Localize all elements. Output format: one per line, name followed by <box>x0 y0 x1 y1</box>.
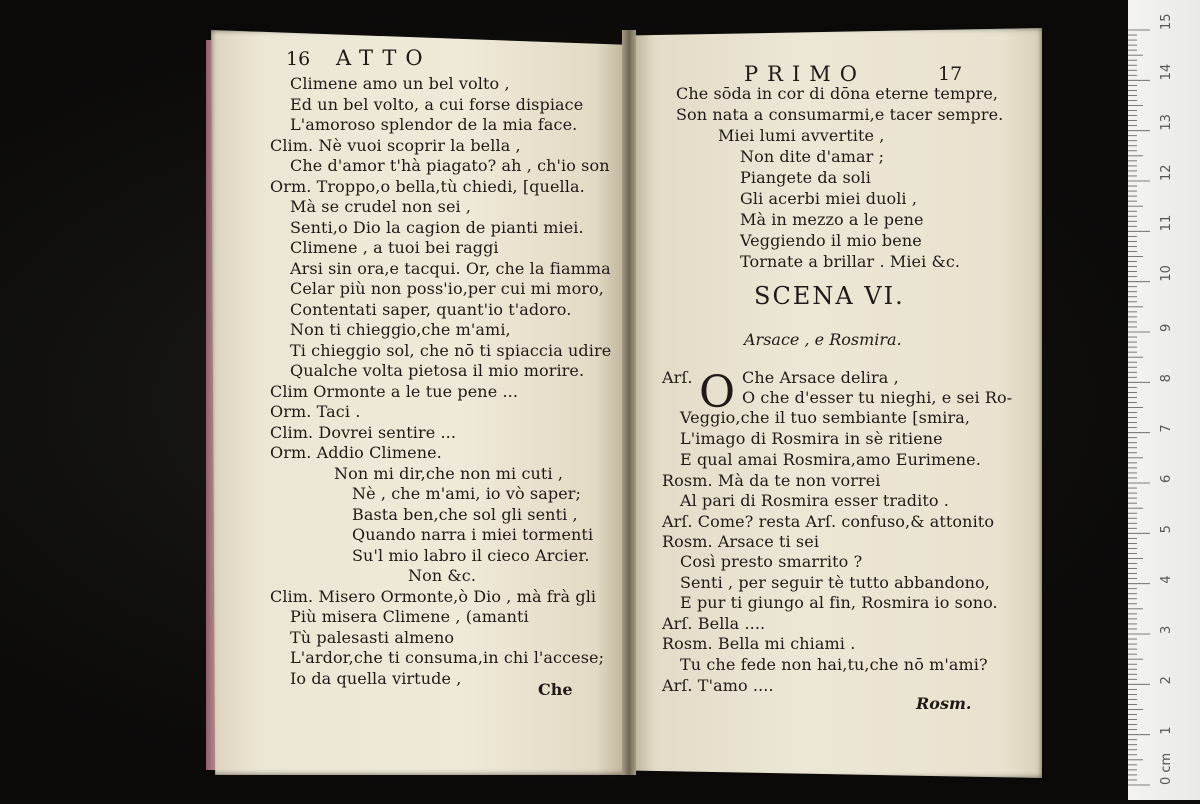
left-running-head: ATTO <box>336 46 432 70</box>
text-line: Che sōda in cor di dōna eterne tempre, <box>676 84 999 103</box>
text-line: Che d'amor t'hà piagato? ah , ch'io son <box>290 156 610 175</box>
measurement-ruler <box>1128 0 1200 800</box>
right-page-number: 17 <box>938 63 963 85</box>
ruler-label: 10 <box>1159 265 1174 282</box>
text-line: Clim Ormonte a le tue pene ... <box>270 381 519 401</box>
text-line: L'imago di Rosmira in sè ritiene <box>680 429 943 448</box>
text-line: Clim. Nè vuoi scoprir la bella , <box>270 135 521 155</box>
book-gutter <box>622 30 636 775</box>
text-line: Arſ. T'amo .... <box>662 676 774 695</box>
text-line: Basta ben,che sol gli senti , <box>352 504 578 524</box>
text-line: Orm. Addio Climene. <box>270 443 442 462</box>
ruler-label: 0 cm <box>1159 752 1174 785</box>
ruler-label: 8 <box>1159 374 1174 383</box>
text-line: Miei lumi avvertite , <box>718 126 885 145</box>
text-line: Clim. Misero Ormonte,ò Dio , mà frà gli <box>270 586 597 606</box>
ruler-label: 15 <box>1159 13 1174 30</box>
text-line: Arſ. <box>662 368 693 387</box>
text-line: L'ardor,che ti consuma,in chi l'accese; <box>290 648 605 667</box>
ruler-label: 13 <box>1159 114 1174 131</box>
text-line: Climene , a tuoi bei raggi <box>290 238 499 257</box>
text-line: Arsi sin ora,e tacqui. Or, che la fiamma <box>290 258 611 278</box>
text-line: E qual amai Rosmira,amo Eurimene. <box>680 450 981 469</box>
text-line: Tu che fede non hai,tu,che nō m'ami? <box>680 655 988 674</box>
text-line: Tù palesasti almeno <box>290 627 455 647</box>
text-line: Tornate a brillar . Miei &c. <box>740 252 961 271</box>
text-line: Io da quella virtude , <box>290 668 462 688</box>
text-line: Al pari di Rosmira esser tradito . <box>680 491 949 510</box>
ruler-label: 7 <box>1159 424 1174 433</box>
ruler-label: 6 <box>1159 474 1174 483</box>
text-line: Rosm. Arsace ti sei <box>662 532 820 551</box>
ruler-label: 5 <box>1159 525 1174 534</box>
text-line: Orm. Troppo,o bella,tù chiedi, [quella. <box>270 176 585 196</box>
text-line: Qualche volta pietosa il mio morire. <box>290 361 585 380</box>
text-line: Ed un bel volto, a cui forse dispiace <box>290 94 584 114</box>
text-line: Contentati saper, quant'io t'adoro. <box>290 299 572 319</box>
text-line: Che Arsace delira , <box>742 368 899 387</box>
text-line: Celar più non poss'io,per cui mi moro, <box>290 279 604 298</box>
text-line: Arſ. Bella .... <box>662 614 766 633</box>
ruler-label: 12 <box>1159 164 1174 181</box>
text-line: Climene amo un bel volto , <box>290 74 510 93</box>
text-line: Veggiendo il mio bene <box>740 231 922 250</box>
text-line: Son nata a consumarmi,e tacer sempre. <box>676 105 1004 124</box>
text-line: Più misera Climene , (amanti <box>290 607 529 626</box>
text-line: Senti , per seguir tè tutto abbandono, <box>680 573 990 592</box>
text-line: Arſ. Come? resta Arſ. confuso,& attonito <box>662 512 995 531</box>
text-line: Quando narra i miei tormenti <box>352 525 594 544</box>
scene-characters: Arsace , e Rosmira. <box>744 330 902 349</box>
text-line: Non dite d'amar ; <box>740 147 885 166</box>
text-line: Clim. Dovrei sentire ... <box>270 422 457 442</box>
ruler-label: 3 <box>1159 625 1174 634</box>
text-line: O che d'esser tu nieghi, e sei Ro- <box>742 388 1013 407</box>
scene-title: SCENA VI. <box>754 282 905 310</box>
text-line: Rosm. Bella mi chiami . <box>662 634 856 653</box>
left-page-number: 16 <box>286 48 311 70</box>
text-line: Rosm. Mà da te non vorrei <box>662 471 881 490</box>
text-line: Così presto smarrito ? <box>680 552 863 571</box>
left-catchword: Che <box>538 680 573 699</box>
text-line: Piangete da soli <box>740 168 871 187</box>
ruler-label: 9 <box>1159 323 1174 332</box>
text-line: Mà se crudel non sei , <box>290 197 472 216</box>
ruler-label: 14 <box>1159 63 1174 81</box>
text-line: Orm. Taci . <box>270 402 361 421</box>
right-catchword: Rosm. <box>916 694 972 713</box>
text-line: Senti,o Dio la cagion de pianti miei. <box>290 217 584 237</box>
text-line: E pur ti giungo al fin, Rosmira io sono. <box>680 593 998 612</box>
ruler-label: 2 <box>1159 676 1174 685</box>
drop-capital: O <box>699 367 736 418</box>
text-line: Non &c. <box>408 566 477 585</box>
text-line: Non mi dir,che non mi cuti , <box>334 463 564 483</box>
text-line: Gli acerbi miei duoli , <box>740 189 918 208</box>
text-line: Su'l mio labro il cieco Arcier. <box>352 545 590 565</box>
ruler-ticks <box>1128 0 1200 800</box>
text-line: Veggio,che il tuo sembiante [smira, <box>680 408 971 427</box>
text-line: L'amoroso splendor de la mia face. <box>290 115 578 134</box>
text-line: Mà in mezzo a le pene <box>740 210 924 229</box>
text-line: Ti chieggio sol, che nō ti spiaccia udire <box>290 340 612 360</box>
ruler-label: 11 <box>1159 214 1174 232</box>
text-line: Nè , che m'ami, io vò saper; <box>352 484 582 503</box>
ruler-label: 1 <box>1159 726 1174 735</box>
text-line: Non ti chieggio,che m'ami, <box>290 320 511 339</box>
right-running-head: PRIMO <box>744 62 866 86</box>
ruler-label: 4 <box>1159 575 1174 584</box>
